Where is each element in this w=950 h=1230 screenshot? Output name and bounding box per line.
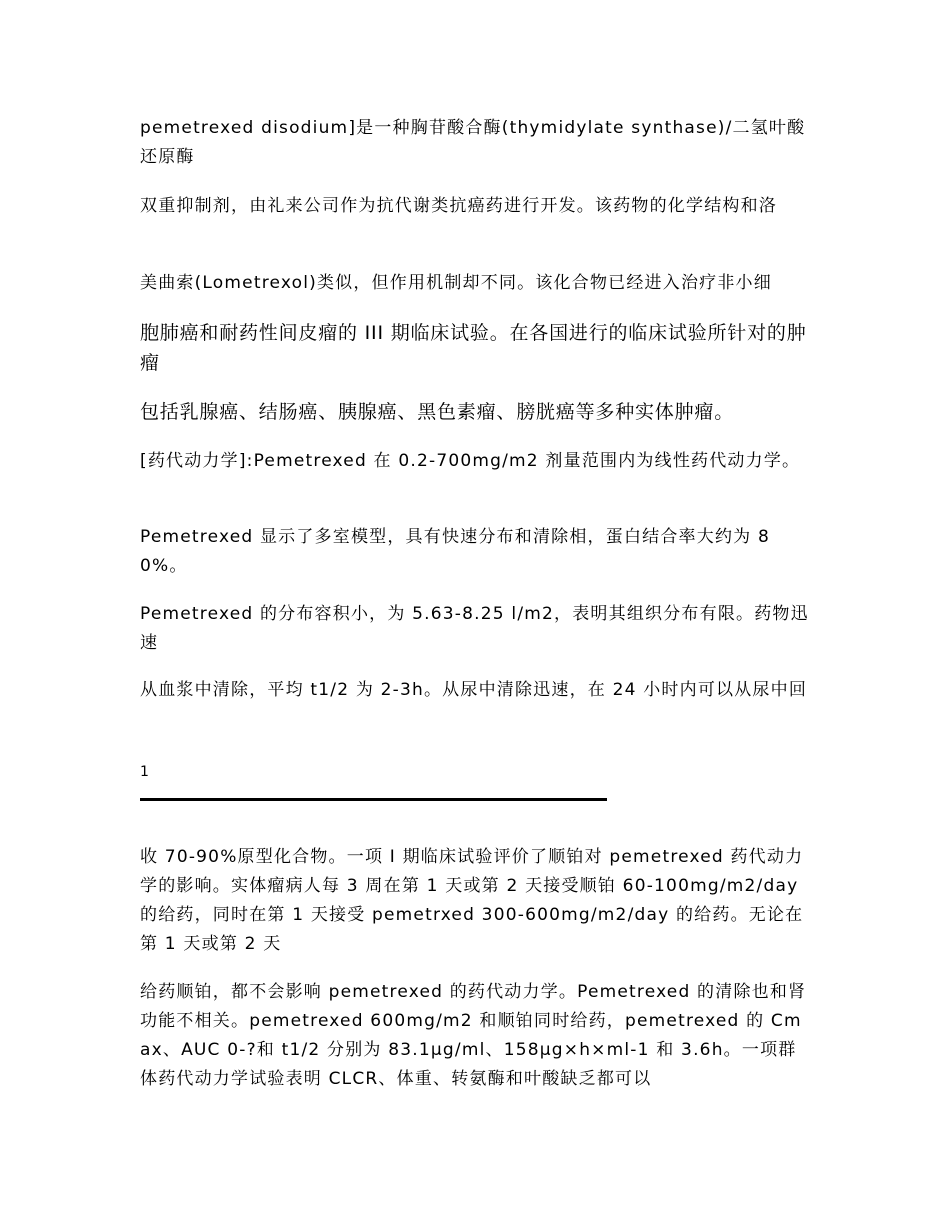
page-separator — [140, 798, 607, 801]
paragraph-4: 胞肺癌和耐药性间皮瘤的 III 期临床试验。在各国进行的临床试验所针对的肿瘤 — [140, 322, 807, 374]
paragraph-10: 收 70-90%原型化合物。一项 I 期临床试验评价了顺铂对 pemetrexed 药代动力学的影响。实体瘤病人每 3 周在第 1 天或第 2 天接受顺铂 60-100mg/m2/day 的给药，同时在第 1 天接受 pemetrxed 300-600mg/m2/day 的给药。无论在第 1 天或第 2 天 — [140, 847, 804, 954]
paragraph-11: 给药顺铂，都不会影响 pemetrexed 的药代动力学。Pemetrexed 的清除也和肾功能不相关。pemetrexed 600mg/m2 和顺铂同时给药，pemetrexed 的 Cmax、AUC 0-?和 t1/2 分别为 83.1μg/ml、158μg×h×ml-1 和 3.6h。一项群体药代动力学试验表明 CLCR、体重、转氨酶和叶酸缺乏都可以 — [140, 982, 807, 1089]
paragraph-6: [药代动力学]:Pemetrexed 在 0.2-700mg/m2 剂量范围内为线性药代动力学。 — [140, 451, 801, 471]
paragraph-2: 双重抑制剂，由礼来公司作为抗代谢类抗癌药进行开发。该药物的化学结构和洛 — [140, 196, 777, 216]
paragraph-3: 美曲索(Lometrexol)类似，但作用机制却不同。该化合物已经进入治疗非小细 — [140, 273, 772, 293]
page-number: 1 — [140, 764, 149, 780]
paragraph-1: pemetrexed disodium]是一种胸苷酸合酶(thymidylate synthase)/二氢叶酸还原酶 — [140, 118, 806, 167]
paragraph-5: 包括乳腺癌、结肠癌、胰腺癌、黑色素瘤、膀胱癌等多种实体肿瘤。 — [140, 401, 735, 423]
paragraph-8: Pemetrexed 的分布容积小，为 5.63-8.25 l/m2，表明其组织分布有限。药物迅速 — [140, 604, 809, 653]
paragraph-9: 从血浆中清除，平均 t1/2 为 2-3h。从尿中清除迅速，在 24 小时内可以从尿中回 — [140, 680, 808, 700]
paragraph-7: Pemetrexed 显示了多室模型，具有快速分布和清除相，蛋白结合率大约为 80%。 — [140, 527, 770, 576]
